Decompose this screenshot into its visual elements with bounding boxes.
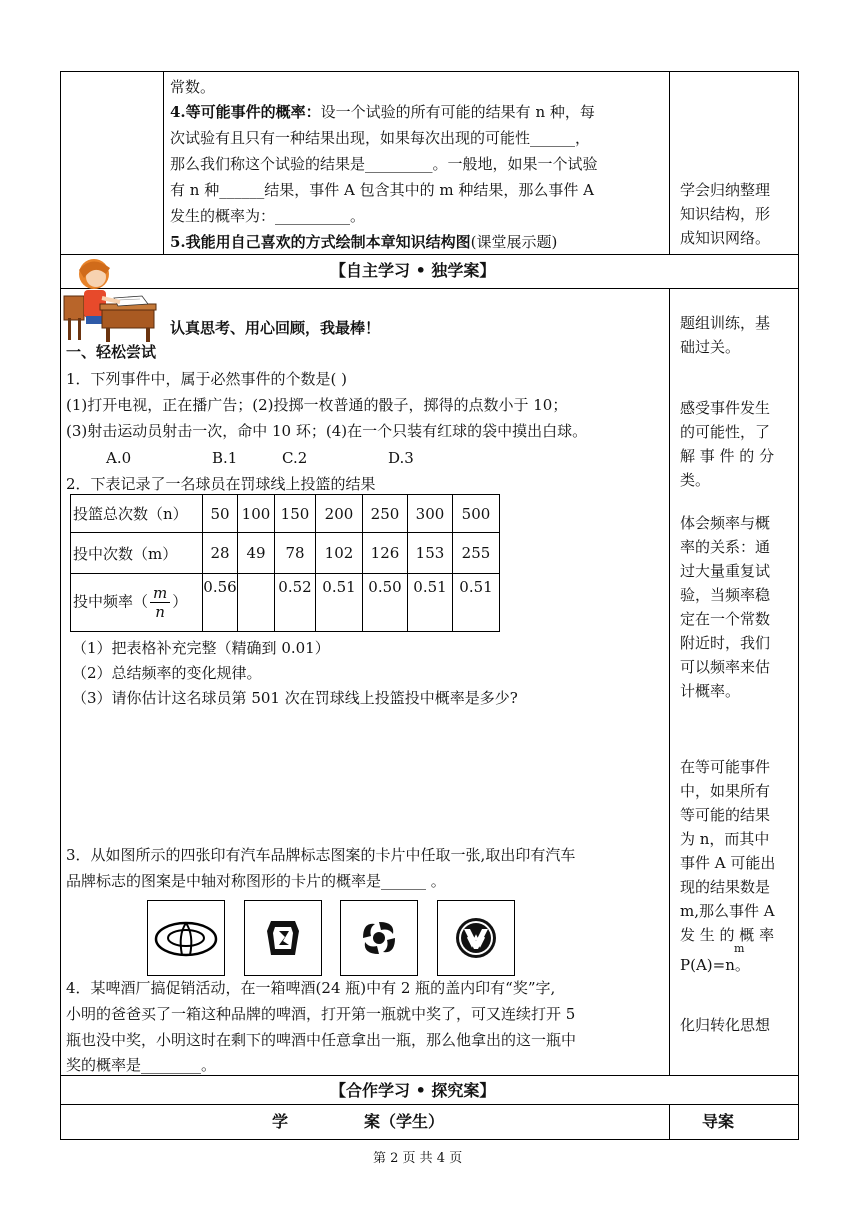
table-cell: 28 [203, 533, 238, 574]
item4-line1 [170, 105, 595, 120]
side-line: 事件 A 可能出 [680, 854, 776, 872]
probability-formula: P(A)=n。 [680, 956, 750, 974]
table-cell: 250 [363, 495, 408, 533]
side-line: 成知识网络。 [680, 229, 771, 247]
q2-stem: 2．下表记录了一名球员在罚球线上投篮的结果 [66, 475, 376, 493]
side-line: 体会频率与概 [680, 514, 771, 532]
section-title: 一、轻松尝试 [66, 343, 157, 361]
q2-sub2: （2）总结频率的变化规律。 [72, 664, 262, 682]
side-line: 中，如果所有 [680, 782, 771, 800]
table-cell: 0.51 [453, 574, 500, 632]
toyota-logo-icon [148, 901, 224, 975]
side-line: 等可能的结果 [680, 806, 771, 824]
side-line: 感受事件发生 [680, 399, 771, 417]
table-top-border [60, 71, 799, 72]
item4-text: 设一个试验的所有可能的结果有 n 种，每 [320, 103, 595, 121]
page-footer: 第 2 页 共 4 页 [373, 1151, 463, 1166]
table-left-border [60, 71, 61, 1140]
student-column-label-b: 案（学生） [364, 1112, 445, 1131]
q1-option-b: B.1 [212, 449, 238, 467]
q3-line2: 品牌标志的图案是中轴对称图形的卡片的概率是______ 。 [66, 872, 446, 890]
table-cell: 100 [238, 495, 275, 533]
side-note-5: 化归转化思想 [680, 1016, 771, 1034]
table-row [71, 574, 500, 632]
table-right-border [798, 71, 799, 1140]
side-line: 率的关系：通 [680, 538, 771, 556]
q1-line1: (1)打开电视，正在播广告；(2)投掷一枚普通的骰子，掷得的点数小于 10； [66, 396, 568, 414]
table-cell: 153 [408, 533, 453, 574]
vw-logo-icon [438, 901, 514, 975]
side-line: 发 生 的 概 率 [680, 926, 775, 944]
side-note-4 [680, 755, 792, 947]
item4-line3: 那么我们称这个试验的结果是_________。一般地，如果一个试验 [170, 155, 598, 173]
table-cell: 0.56 [203, 574, 238, 632]
self-study-header: 【自主学习 • 独学案】 [330, 261, 496, 280]
side-line: 知识结构，形 [680, 205, 771, 223]
item5-title: 5.我能用自己喜欢的方式绘制本章知识结构图 [170, 233, 471, 251]
row-label [71, 574, 203, 632]
swirl-logo-card [340, 900, 418, 976]
table-cell: 0.50 [363, 574, 408, 632]
side-line: 附近时，我们 [680, 634, 771, 652]
table-cell: 255 [453, 533, 500, 574]
side-line: 定在一个常数 [680, 610, 771, 628]
label-text: 投中频率（ [73, 592, 149, 611]
side-line: 础过关。 [680, 338, 741, 356]
table-cell: 102 [316, 533, 363, 574]
swirl-logo-icon [341, 901, 417, 975]
table-cell: 0.52 [275, 574, 316, 632]
q1-line2: (3)射击运动员射击一次，命中 10 环；(4)在一个只装有红球的袋中摸出白球。 [66, 422, 588, 440]
item4-line2: 次试验有且只有一种结果出现，如果每次出现的可能性______， [170, 129, 591, 147]
table-cell: 300 [408, 495, 453, 533]
side-line: 解 事 件 的 分 [680, 447, 775, 465]
side-line: m,那么事件 A [680, 902, 775, 920]
item4-line5: 发生的概率为：__________。 [170, 207, 366, 225]
table-bottom-border [60, 1139, 799, 1140]
side-line: 学会归纳整理 [680, 181, 771, 199]
item4-title: 4.等可能事件的概率： [170, 103, 321, 121]
motto: 认真思考、用心回顾，我最棒！ [170, 319, 381, 337]
student-column-label-a: 学 [272, 1112, 289, 1131]
q2-sub3: （3）请你估计这名球员第 501 次在罚球线上投篮投中概率是多少? [72, 689, 518, 707]
table-cell: 0.51 [408, 574, 453, 632]
item5-line [170, 235, 557, 250]
row-divider [60, 288, 799, 289]
table-cell [238, 574, 275, 632]
row-divider [60, 1104, 799, 1105]
continuation-text: 常数。 [170, 78, 216, 96]
vw-logo-card [437, 900, 515, 976]
table-cell: 49 [238, 533, 275, 574]
row-divider [60, 254, 799, 255]
q4-line3: 瓶也没中奖，小明这时在剩下的啤酒中任意拿出一瓶，那么他拿出的这一瓶中 [66, 1031, 577, 1049]
q2-sub1: （1）把表格补充完整（精确到 0.01） [72, 639, 330, 657]
table-cell: 78 [275, 533, 316, 574]
side-line: 题组训练，基 [680, 314, 771, 332]
q1-option-c: C.2 [282, 449, 308, 467]
table-cell: 126 [363, 533, 408, 574]
side-line: 可以频率来估 [680, 658, 771, 676]
side-line: 过大量重复试 [680, 562, 771, 580]
side-note-2 [680, 396, 792, 492]
side-line: 类。 [680, 471, 711, 489]
table-row [71, 533, 500, 574]
student-illustration [62, 252, 158, 344]
table-cell: 0.51 [316, 574, 363, 632]
side-line: 的可能性，了 [680, 423, 771, 441]
q4-line4: 奖的概率是________。 [66, 1056, 217, 1074]
q4-line2: 小明的爸爸买了一箱这种品牌的啤酒，打开第一瓶就中奖了，可又连续打开 5 [66, 1005, 576, 1023]
row-divider [60, 1075, 799, 1076]
guide-column-label: 导案 [702, 1112, 735, 1131]
side-line: 计概率。 [680, 682, 741, 700]
inner-left-divider [163, 71, 164, 255]
item5-note: (课堂展示题) [470, 233, 558, 251]
row-label: 投中次数（m） [71, 533, 203, 574]
q1-option-d: D.3 [388, 449, 414, 467]
side-line: 为 n，而其中 [680, 830, 770, 848]
frequency-table [70, 494, 500, 632]
side-note-3 [680, 511, 792, 703]
q4-line1: 4．某啤酒厂搞促销活动，在一箱啤酒(24 瓶)中有 2 瓶的盖内印有“奖”字, [66, 979, 556, 997]
side-line: 在等可能事件 [680, 758, 771, 776]
table-cell: 500 [453, 495, 500, 533]
table-cell: 150 [275, 495, 316, 533]
top-side-note [680, 178, 792, 250]
label-text: ） [172, 592, 188, 611]
table-cell: 200 [316, 495, 363, 533]
item4-line4: 有 n 种______结果，事件 A 包含其中的 m 种结果，那么事件 A [170, 181, 594, 199]
side-line: 验，当频率稳 [680, 586, 771, 604]
q3-line1: 3．从如图所示的四张印有汽车品牌标志图案的卡片中任取一张,取出印有汽车 [66, 846, 576, 864]
badge-logo-icon [245, 901, 321, 975]
table-row [71, 495, 500, 533]
table-cell: 50 [203, 495, 238, 533]
formula-superscript-m: m [734, 942, 745, 955]
q1-stem: 1．下列事件中，属于必然事件的个数是( ) [66, 370, 348, 388]
row-label: 投篮总次数（n） [71, 495, 203, 533]
fraction-numerator: m [150, 584, 170, 603]
side-note-1 [680, 311, 792, 359]
coop-header: 【合作学习 • 探究案】 [330, 1081, 496, 1100]
side-line: 现的结果数是 [680, 878, 771, 896]
badge-logo-card [244, 900, 322, 976]
toyota-logo-card [147, 900, 225, 976]
fraction-denominator: n [155, 603, 165, 621]
side-divider-main [669, 288, 670, 1075]
side-divider-bottom [669, 1104, 670, 1140]
q1-option-a: A.0 [106, 449, 132, 467]
fraction [150, 584, 170, 621]
side-divider-top [669, 71, 670, 255]
